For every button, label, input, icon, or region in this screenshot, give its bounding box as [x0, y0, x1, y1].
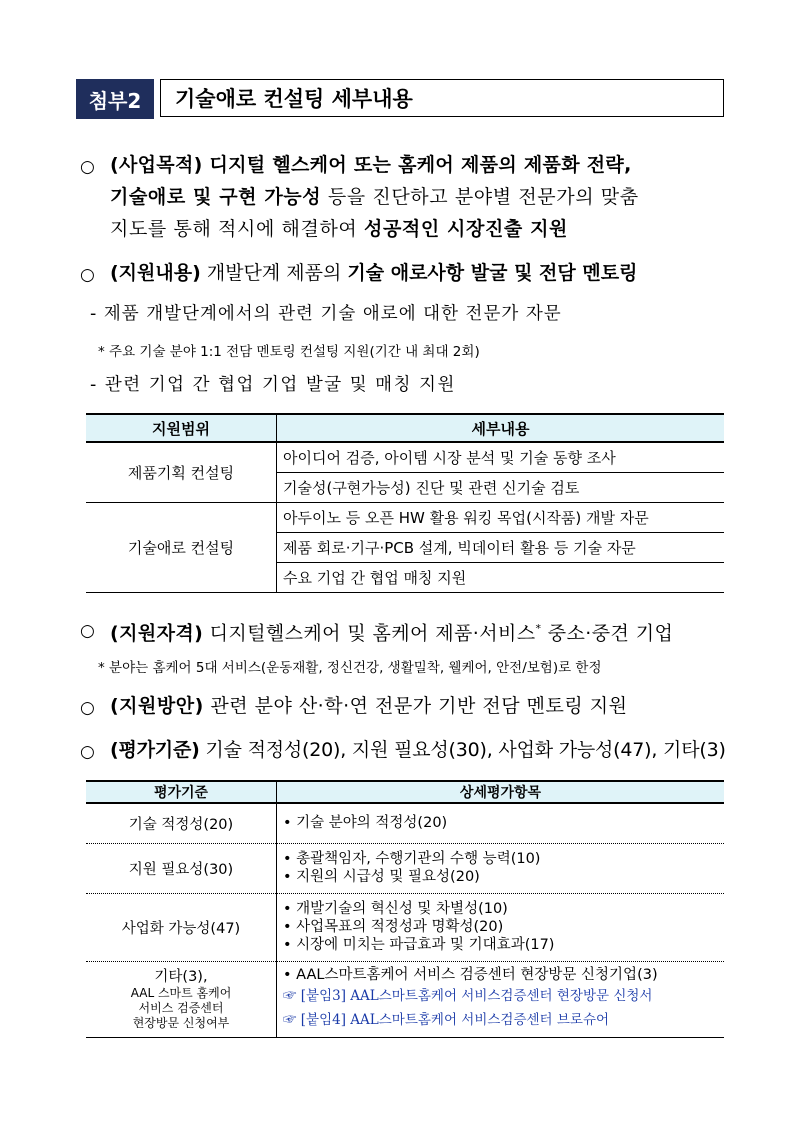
eval-item: • 지원의 시급성 및 필요성(20)	[283, 869, 480, 885]
purpose-bold-text-2: 성공적인 시장진출 지원	[364, 218, 568, 240]
purpose-line-2	[110, 186, 639, 208]
method-text: 관련 분야 산·학·연 전문가 기반 전담 멘토링 지원	[203, 695, 628, 717]
table-category	[86, 961, 277, 1037]
eval-item: • 기술 분야의 적정성(20)	[283, 815, 448, 832]
purpose-text: 등을 진단하고 분야별 전문가의 맞춤	[321, 186, 639, 208]
eval-item: • 개발기술의 혁신성 및 차별성(10)	[283, 901, 508, 917]
purpose-line-1: (사업목적) 디지털 헬스케어 또는 홈케어 제품의 제품화 전략,	[110, 154, 632, 176]
support-content-line	[110, 262, 637, 284]
dash-item-2: - 관련 기업 간 협업 기업 발굴 및 매칭 지원	[90, 375, 456, 395]
table-cell	[277, 803, 725, 843]
eval-item: • 시장에 미치는 파급효과 및 기대효과(17)	[283, 937, 555, 953]
table-header: 상세평가항목	[277, 781, 725, 803]
eval-item: • AAL스마트홈케어 서비스 검증센터 현장방문 신청기업(3)	[283, 967, 658, 983]
dash-item-1: - 제품 개발단계에서의 관련 기술 애로에 대한 전문가 자문	[90, 304, 562, 324]
eval-category-line: 현장방문 신청여부	[132, 1015, 230, 1030]
note-2: * 분야는 홈케어 5대 서비스(운동재활, 정신건강, 생활밀착, 웰케어, 안전/보험)로 한정	[98, 660, 602, 676]
table-category: 사업화 가능성(47)	[86, 893, 277, 961]
note-1: * 주요 기술 분야 1:1 전담 멘토링 컨설팅 지원(기간 내 최대 2회)	[98, 344, 480, 360]
bullet-circle: ○	[80, 265, 95, 285]
eligibility-text-2: 중소·중견 기업	[541, 622, 674, 645]
attachment-link-3[interactable]: ☞ [붙임3] AAL스마트홈케어 서비스검증센터 현장방문 신청서	[283, 988, 653, 1004]
method-line	[110, 695, 627, 717]
support-content-bold: 기술 애로사항 발굴 및 전담 멘토링	[347, 262, 638, 284]
purpose-text-2: 지도를 통해 적시에 해결하여	[110, 218, 365, 240]
table-category: 제품기획 컨설팅	[86, 442, 277, 503]
bullet-circle: ○	[80, 157, 95, 177]
bullet-circle: ○	[80, 698, 95, 718]
purpose-bold-text: 기술애로 및 구현 가능성	[110, 186, 322, 208]
bullet-circle: ○	[80, 742, 95, 762]
table-cell	[277, 893, 725, 961]
criteria-line	[110, 739, 726, 761]
page-title: 기술애로 컨설팅 세부내용	[160, 79, 724, 117]
table-cell	[277, 843, 725, 893]
table-cell: 아두이노 등 오픈 HW 활용 워킹 목업(시작품) 개발 자문	[277, 503, 725, 533]
table-cell: 아이디어 검증, 아이템 시장 분석 및 기술 동향 조사	[277, 442, 725, 473]
table-header: 지원범위	[86, 414, 277, 442]
evaluation-table	[86, 780, 724, 1038]
bullet-circle: ○	[80, 621, 95, 641]
support-content-text: 개발단계 제품의	[200, 262, 348, 284]
criteria-label: (평가기준)	[110, 739, 200, 761]
eval-item: • 총괄책임자, 수행기관의 수행 능력(10)	[283, 851, 541, 867]
table-header: 평가기준	[86, 781, 277, 803]
table-cell	[277, 961, 725, 1037]
table-cell: 수요 기업 간 협업 매칭 지원	[277, 563, 725, 593]
eval-item: • 사업목표의 적정성과 명확성(20)	[283, 919, 504, 935]
eligibility-line	[110, 618, 673, 644]
eval-category-top: 기타(3),	[154, 968, 208, 985]
criteria-text: 기술 적정성(20), 지원 필요성(30), 사업화 가능성(47), 기타(3)	[199, 739, 726, 761]
table-category: 기술 적정성(20)	[86, 803, 277, 843]
table-category: 기술애로 컨설팅	[86, 503, 277, 593]
method-label: (지원방안)	[110, 695, 204, 717]
eval-category-line: AAL 스마트 홈케어	[130, 985, 232, 1000]
attachment-link-4[interactable]: ☞ [붙임4] AAL스마트홈케어 서비스검증센터 브로슈어	[283, 1012, 610, 1028]
purpose-line-3	[110, 218, 568, 240]
table-category: 지원 필요성(30)	[86, 843, 277, 893]
eval-category-line: 서비스 검증센터	[138, 1000, 224, 1015]
attachment-badge: 첨부2	[76, 79, 154, 119]
eligibility-sup: *	[535, 622, 542, 635]
table-header: 세부내용	[277, 414, 725, 442]
table-cell: 제품 회로·기구·PCB 설계, 빅데이터 활용 등 기술 자문	[277, 533, 725, 563]
table-cell: 기술성(구현가능성) 진단 및 관련 신기술 검토	[277, 473, 725, 503]
eligibility-label: (지원자격)	[110, 622, 204, 645]
eligibility-text: 디지털헬스케어 및 홈케어 제품·서비스	[203, 622, 536, 645]
support-scope-table	[86, 413, 724, 593]
support-content-label: (지원내용)	[110, 262, 201, 284]
